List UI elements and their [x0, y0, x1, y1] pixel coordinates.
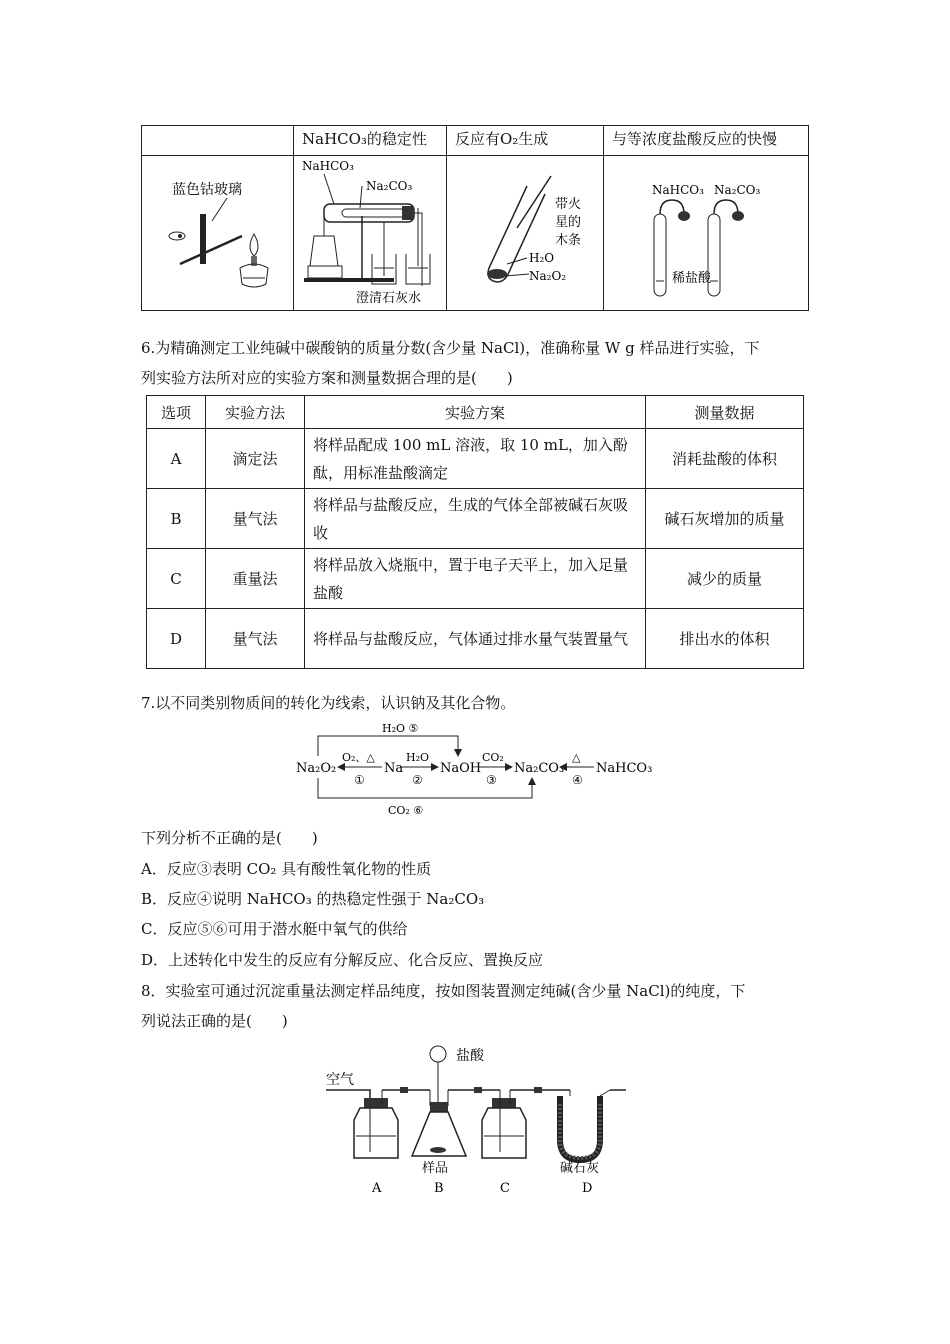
cond-2-top: H₂O: [406, 751, 430, 764]
rate-diagram: [604, 156, 804, 306]
fig3-label-c: 木条: [555, 233, 582, 248]
q7-option-a: A．反应③表明 CO₂ 具有酸性氧化物的性质: [141, 860, 432, 878]
q6-header-data: 测量数据: [646, 396, 804, 429]
table-row: [147, 489, 804, 549]
figure-flame-test: [142, 156, 294, 311]
plan-cell: 将样品配成 100 mL 溶液，取 10 mL，加入酚酞，用标准盐酸滴定: [305, 429, 646, 489]
fig4-label-b: Na₂CO₃: [714, 183, 761, 197]
fig4-label-c: 稀盐酸: [672, 271, 712, 286]
cond-3-top: CO₂: [482, 751, 504, 764]
cond-5: H₂O ⑤: [382, 722, 419, 735]
q7-option-b: B．反应④说明 NaHCO₃ 的热稳定性强于 Na₂CO₃: [141, 890, 485, 908]
option-label: A: [147, 429, 206, 489]
t1-header-o2: 反应有O₂生成: [447, 126, 604, 156]
node-na2o2: Na₂O₂: [296, 761, 337, 776]
cond-1-top: O₂、△: [342, 751, 375, 764]
t1-header-stability: NaHCO₃的稳定性: [294, 126, 447, 156]
stability-diagram: [294, 156, 446, 306]
node-na2co3: Na₂CO₃: [514, 761, 565, 776]
label-a: A: [372, 1181, 382, 1196]
fig3-label-a: 带火: [555, 197, 582, 212]
fig3-label-d: H₂O: [529, 251, 555, 265]
label-c: C: [500, 1181, 510, 1196]
method-cell: 量气法: [206, 609, 305, 669]
table-row: [147, 429, 804, 489]
method-cell: 重量法: [206, 549, 305, 609]
node-nahco3: NaHCO₃: [596, 761, 653, 776]
fig2-label-c: 澄清石灰水: [356, 291, 422, 306]
t1-header-rate: 与等浓度盐酸反应的快慢: [604, 126, 809, 156]
q6-line1: 6.为精确测定工业纯碱中碳酸钠的质量分数(含少量 NaCl)，准确称量 W g 样品进行实验，下: [141, 339, 760, 357]
label-acid: 盐酸: [456, 1048, 484, 1064]
q7-stem: 7.以不同类别物质间的转化为线索，认识钠及其化合物。: [141, 694, 516, 712]
apparatus-diagram: [320, 1040, 640, 1200]
data-cell: 减少的质量: [646, 549, 804, 609]
node-na: Na: [384, 761, 404, 776]
option-label: C: [147, 549, 206, 609]
method-cell: 滴定法: [206, 429, 305, 489]
q8-line2: 列说法正确的是( ): [141, 1012, 288, 1030]
method-cell: 量气法: [206, 489, 305, 549]
fig2-label-b: Na₂CO₃: [366, 179, 413, 193]
plan-cell: 将样品与盐酸反应，气体通过排水量气装置量气: [305, 609, 646, 669]
data-cell: 排出水的体积: [646, 609, 804, 669]
q6-line2: 列实验方法所对应的实验方案和测量数据合理的是( ): [141, 369, 513, 387]
label-b: B: [434, 1181, 444, 1196]
cond-1-num: ①: [354, 773, 365, 787]
figure-o2-generation: [447, 156, 604, 311]
cond-4-num: ④: [572, 773, 583, 787]
option-label: D: [147, 609, 206, 669]
t1-header-empty: [142, 126, 294, 156]
data-cell: 消耗盐酸的体积: [646, 429, 804, 489]
option-label: B: [147, 489, 206, 549]
label-sample: 样品: [422, 1161, 449, 1176]
label-d: D: [582, 1181, 593, 1196]
table-row: [147, 609, 804, 669]
figure-nahco3-stability: [294, 156, 447, 311]
plan-cell: 将样品与盐酸反应，生成的气体全部被碱石灰吸收: [305, 489, 646, 549]
q6-header-method: 实验方法: [206, 396, 305, 429]
node-naoh: NaOH: [440, 761, 482, 776]
cond-6: CO₂ ⑥: [388, 804, 424, 817]
q7-question: 下列分析不正确的是( ): [141, 829, 318, 847]
q6-header-plan: 实验方案: [305, 396, 646, 429]
data-cell: 碱石灰增加的质量: [646, 489, 804, 549]
fig3-label-b: 星的: [555, 215, 582, 230]
table-row: [147, 549, 804, 609]
q6-table: [146, 395, 804, 669]
fig4-label-a: NaHCO₃: [652, 183, 704, 197]
fig2-label-a: NaHCO₃: [302, 159, 354, 173]
plan-cell: 将样品放入烧瓶中，置于电子天平上，加入足量盐酸: [305, 549, 646, 609]
sodium-conversion-diagram: [290, 720, 670, 820]
figure-reaction-rate: [604, 156, 809, 311]
fig1-label: 蓝色钴玻璃: [172, 182, 242, 198]
cond-4-top: △: [572, 751, 581, 764]
o2-diagram: [447, 156, 602, 306]
q7-option-c: C．反应⑤⑥可用于潜水艇中氧气的供给: [141, 920, 408, 938]
q6-header-option: 选项: [147, 396, 206, 429]
cond-2-num: ②: [412, 773, 423, 787]
label-air: 空气: [326, 1072, 354, 1088]
cond-3-num: ③: [486, 773, 497, 787]
q7-option-d: D．上述转化中发生的反应有分解反应、化合反应、置换反应: [141, 951, 544, 969]
experiment-figure-table: [141, 125, 809, 311]
flame-test-diagram: [142, 156, 292, 306]
q8-line1: 8．实验室可通过沉淀重量法测定样品纯度，按如图装置测定纯碱(含少量 NaCl)的纯度，下: [141, 982, 746, 1000]
fig3-label-e: Na₂O₂: [529, 269, 567, 283]
label-soda-lime: 碱石灰: [560, 1161, 600, 1176]
